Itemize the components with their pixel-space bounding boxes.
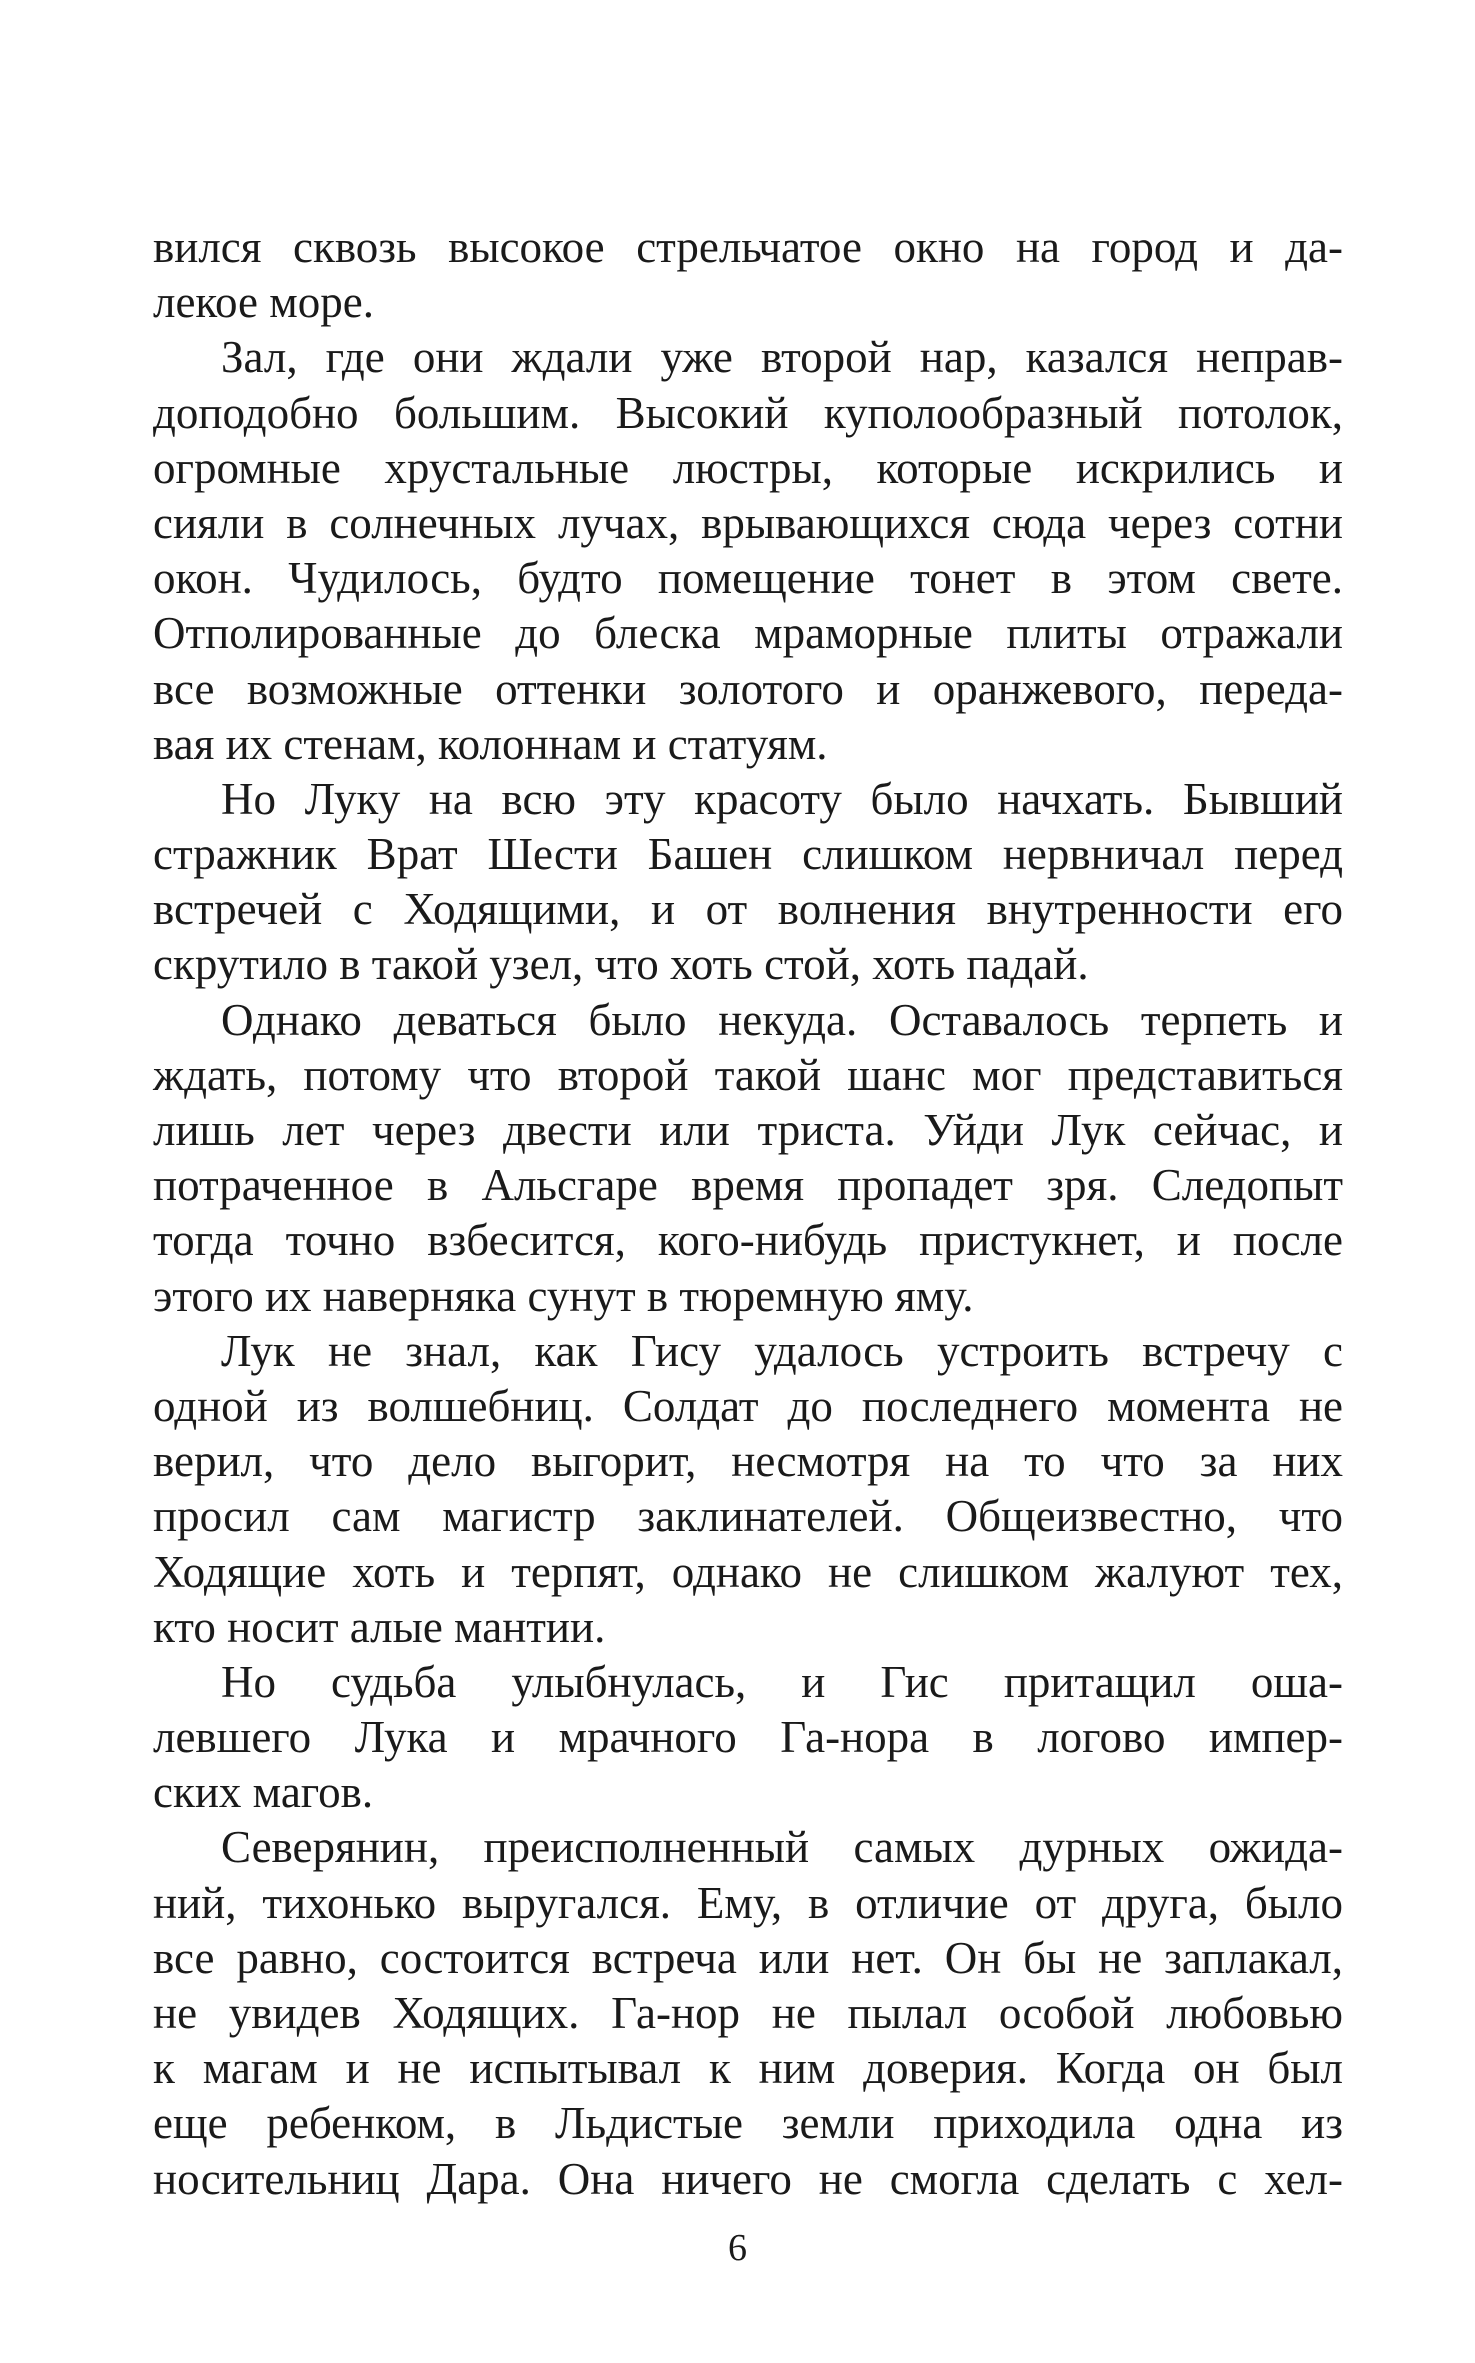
text-line: все равно, состоится встреча или нет. Он бы не заплакал, (153, 1932, 1343, 1983)
text-line: Северянин, преисполненный самых дурных ожида- (221, 1822, 1343, 1873)
text-line: ских магов. (153, 1767, 374, 1818)
text-line: Отполированные до блеска мраморные плиты отражали (153, 608, 1343, 659)
text-line: стражник Врат Шести Башен слишком нервничал перед (153, 829, 1343, 880)
text-line: Но судьба улыбнулась, и Гис притащил оша- (221, 1656, 1343, 1707)
text-line: доподобно большим. Высокий куполообразный потолок, (153, 387, 1343, 438)
text-line: одной из волшебниц. Солдат до последнего момента не (153, 1380, 1343, 1431)
text-line: этого их наверняка сунут в тюремную яму. (153, 1270, 974, 1321)
text-line: левшего Лука и мрачного Га-нора в логово импер- (153, 1712, 1343, 1763)
text-line: тогда точно взбесится, кого-нибудь пристукнет, и после (153, 1215, 1343, 1266)
text-line: не увидев Ходящих. Га-нор не пылал особой любовью (153, 1988, 1343, 2038)
text-line: Зал, где они ждали уже второй нар, казался неправ- (221, 332, 1343, 383)
text-line: сияли в солнечных лучах, врывающихся сюда через сотни (153, 497, 1343, 548)
text-line: скрутило в такой узел, что хоть стой, хоть падай. (153, 939, 1089, 990)
text-line: вился сквозь высокое стрельчатое окно на город и да- (153, 222, 1343, 272)
text-line: Однако деваться было некуда. Оставалось терпеть и (221, 994, 1343, 1045)
text-line: все возможные оттенки золотого и оранжевого, переда- (153, 663, 1343, 714)
text-line: кто носит алые мантии. (153, 1601, 606, 1652)
text-line: еще ребенком, в Льдистые земли приходила одна из (153, 2098, 1343, 2149)
text-line: просил сам магистр заклинателей. Общеизвестно, что (153, 1491, 1343, 1542)
text-line: вая их стенам, колоннам и статуям. (153, 718, 828, 769)
text-line: лекое море. (153, 277, 374, 328)
text-line: Ходящие хоть и терпят, однако не слишком жалуют тех, (153, 1546, 1343, 1597)
body-text (153, 220, 1343, 2207)
text-line: верил, что дело выгорит, несмотря на то что за них (153, 1436, 1343, 1487)
text-line: к магам и не испытывал к ним доверия. Когда он был (153, 2043, 1343, 2094)
page-number: 6 (728, 2227, 747, 2269)
text-line: окон. Чудилось, будто помещение тонет в этом свете. (153, 553, 1343, 604)
text-line: Лук не знал, как Гису удалось устроить встречу с (221, 1325, 1343, 1376)
text-line: ний, тихонько выругался. Ему, в отличие от друга, было (153, 1877, 1343, 1928)
text-line: ждать, потому что второй такой шанс мог представиться (153, 1049, 1343, 1100)
text-line: огромные хрустальные люстры, которые искрились и (153, 442, 1343, 493)
text-line: Но Луку на всю эту красоту было начхать. Бывший (221, 773, 1343, 824)
text-line: носительниц Дара. Она ничего не смогла сделать с хел- (153, 2153, 1343, 2204)
text-line: потраченное в Альсгаре время пропадет зря. Следопыт (153, 1160, 1343, 1211)
text-line: лишь лет через двести или триста. Уйди Лук сейчас, и (153, 1105, 1343, 1155)
text-line: встречей с Ходящими, и от волнения внутренности его (153, 884, 1343, 935)
